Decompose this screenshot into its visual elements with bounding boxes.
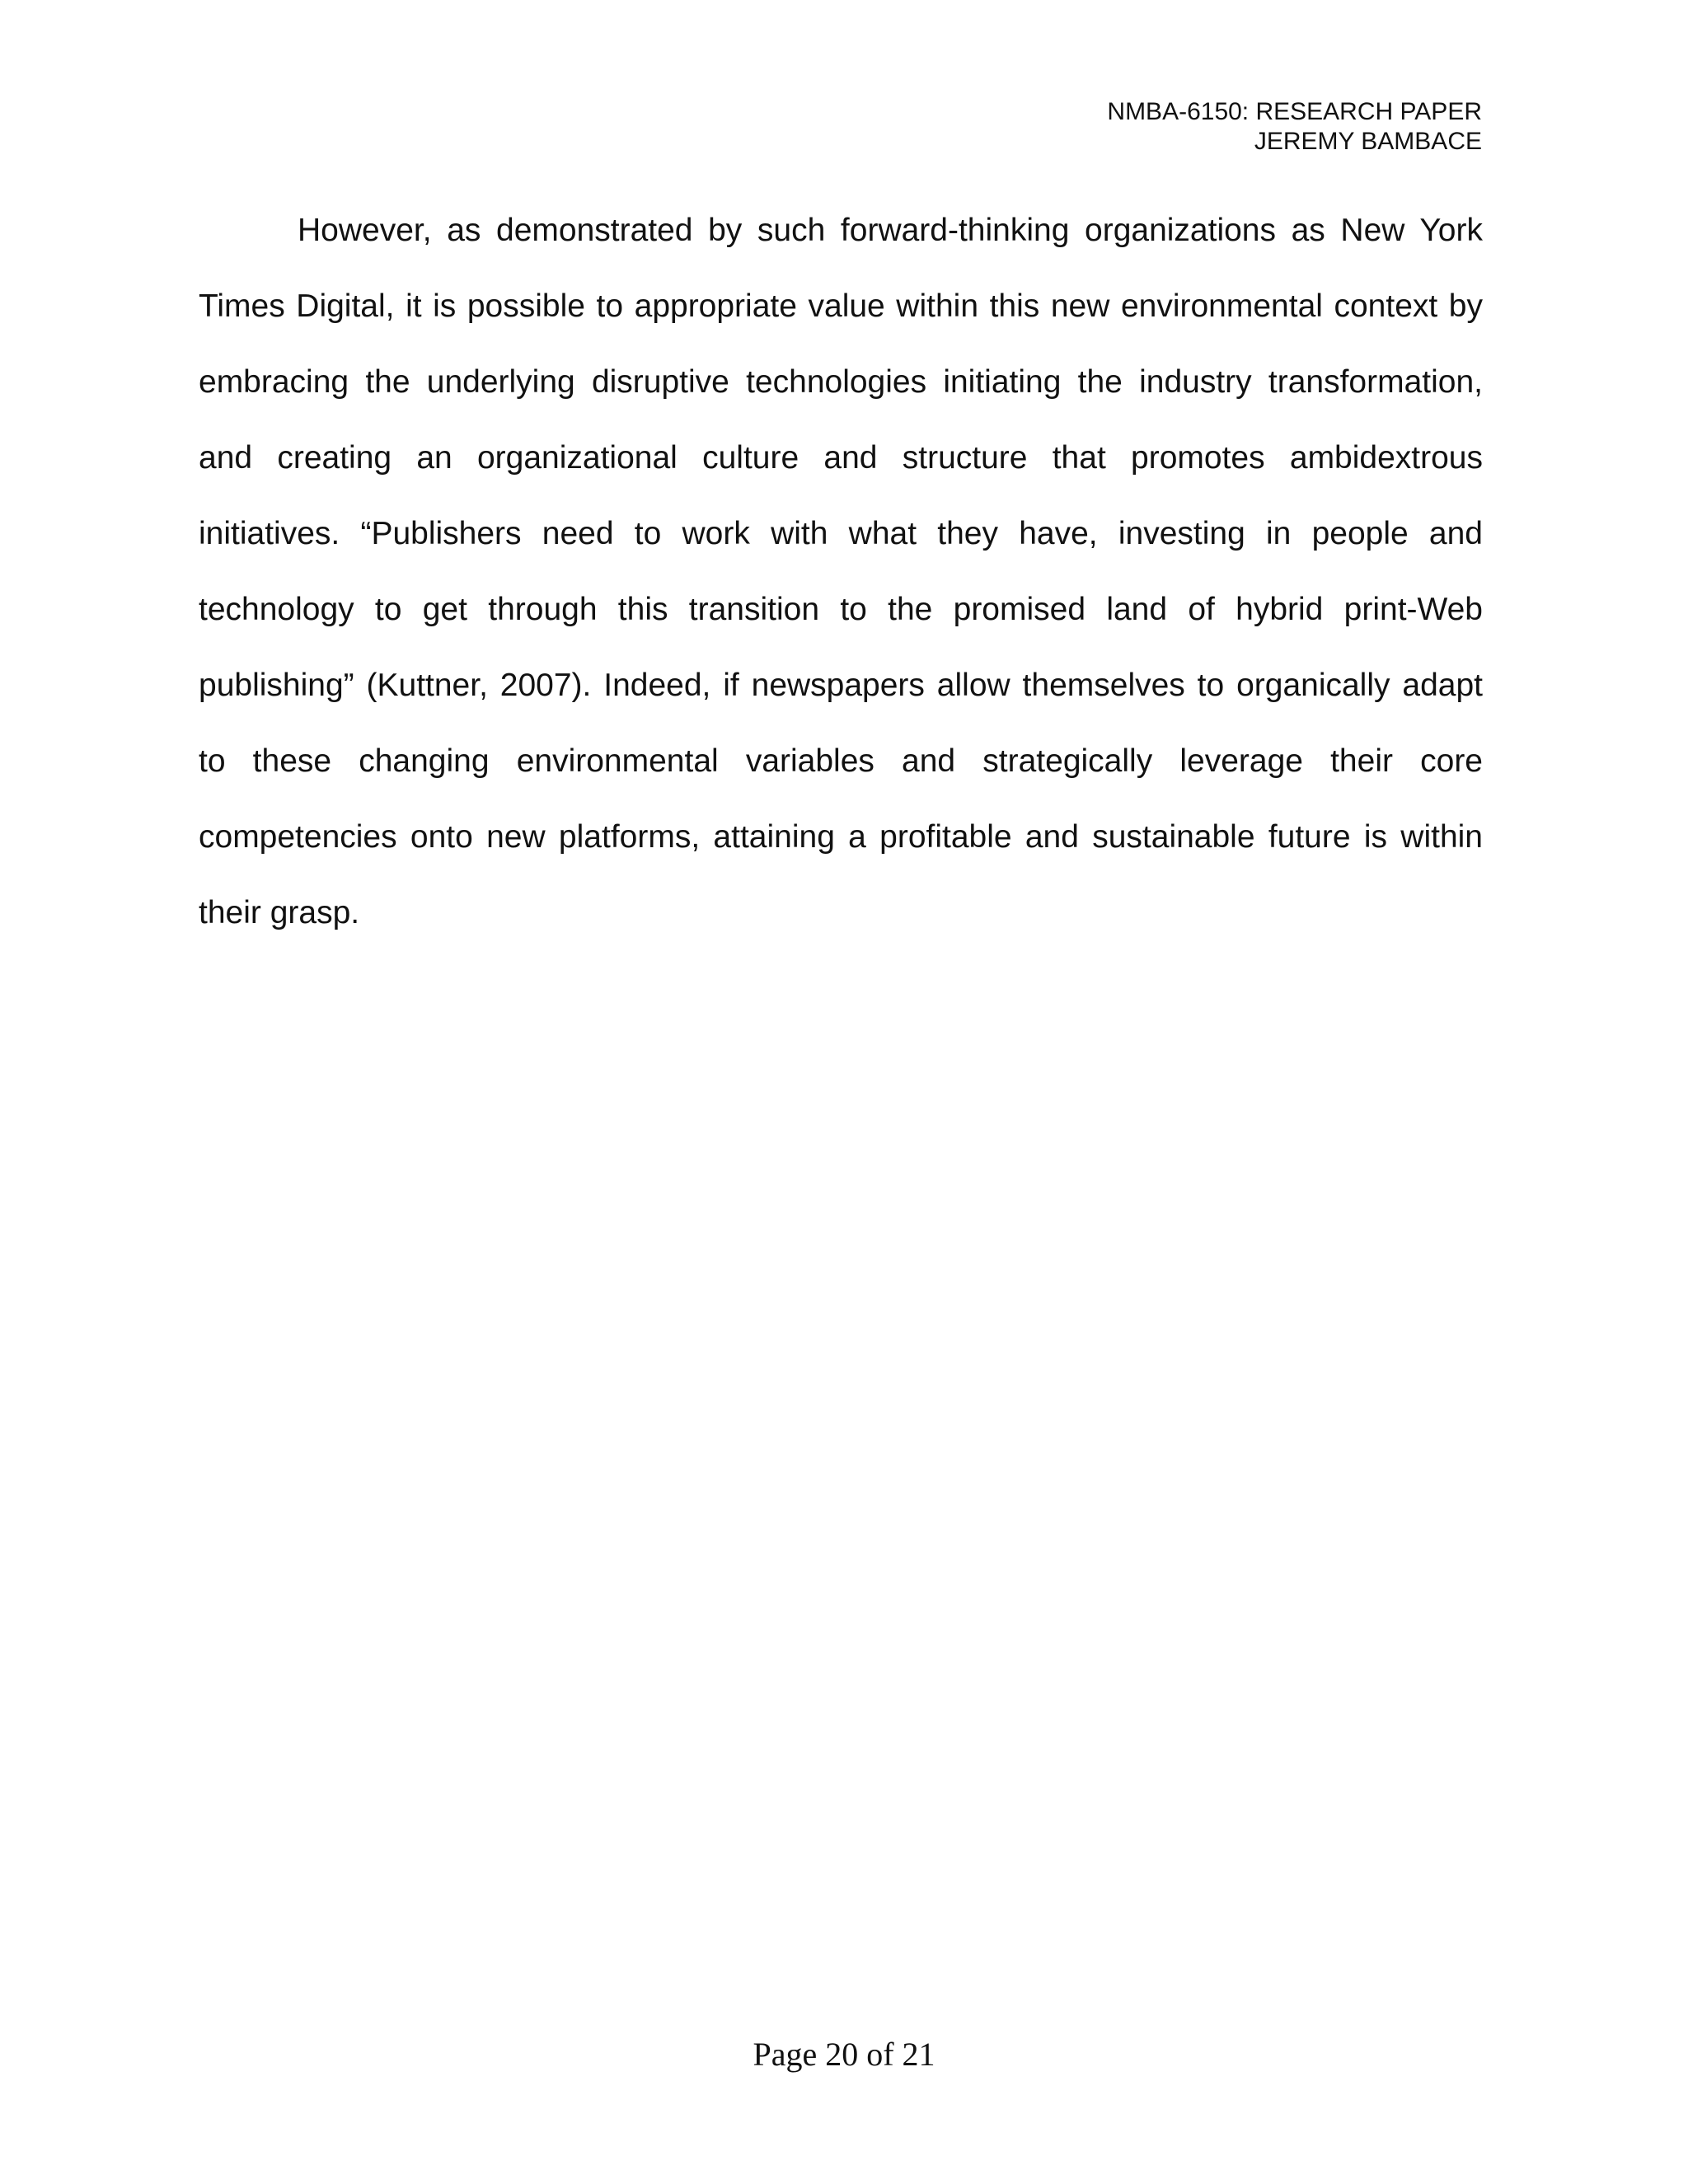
- header-course-title: NMBA-6150: RESEARCH PAPER: [1107, 98, 1482, 125]
- body-paragraph: However, as demonstrated by such forward-thinking organizations as New York Times Digital, it is possible to appropriate value within this new environmental context by embracing the underlying disruptive technologies initiating the industry transformation, and creating an organizational culture and structure that promotes ambidextrous initiatives. “Publishers need to work with what they have, investing in people and technology to get through this transition to the promised land of hybrid print-Web publishing” (Kuttner, 2007). Indeed, if newspapers allow themselves to organically adapt to these changing environmental variables and strategically leverage their core competencies onto new platforms, attaining a profitable and sustainable future is within their grasp.: [199, 213, 1483, 930]
- page-number-footer: Page 20 of 21: [753, 2036, 935, 2073]
- header-author-name: JEREMY BAMBACE: [1254, 128, 1482, 155]
- running-header: [740, 97, 1482, 157]
